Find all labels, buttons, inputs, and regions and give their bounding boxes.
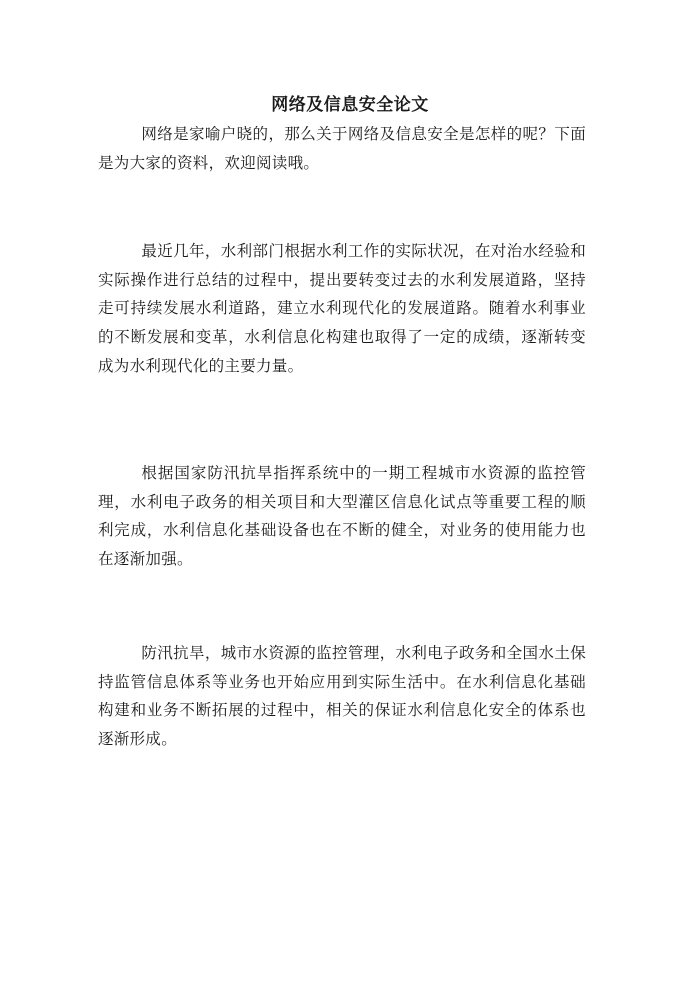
paragraph-infrastructure: 根据国家防汛抗旱指挥系统中的一期工程城市水资源的监控管理，水利电子政务的相关项目和大型灌区信息化试点等重要工程的顺利完成，水利信息化基础设备也在不断的健全，对业务的使用能力也在逐渐加强。 [98,464,586,569]
document-title: 网络及信息安全论文 [271,95,429,115]
paragraph-security-system: 防汛抗旱，城市水资源的监控管理，水利电子政务和全国水土保持监管信息体系等业务也开始应用到实际生活中。在水利信息化基础构建和业务不断拓展的过程中，相关的保证水利信息化安全的体系也逐渐形成。 [98,644,586,749]
paragraph-intro: 网络是家喻户晓的，那么关于网络及信息安全是怎样的呢？下面是为大家的资料，欢迎阅读哦。 [98,125,586,172]
paragraph-water-development: 最近几年，水利部门根据水利工作的实际状况，在对治水经验和实际操作进行总结的过程中，提出要转变过去的水利发展道路，坚持走可持续发展水利道路，建立水利现代化的发展道路。随着水利事业的不断发展和变革，水利信息化构建也取得了一定的成绩，逐渐转变成为水利现代化的主要力量。 [98,242,586,375]
